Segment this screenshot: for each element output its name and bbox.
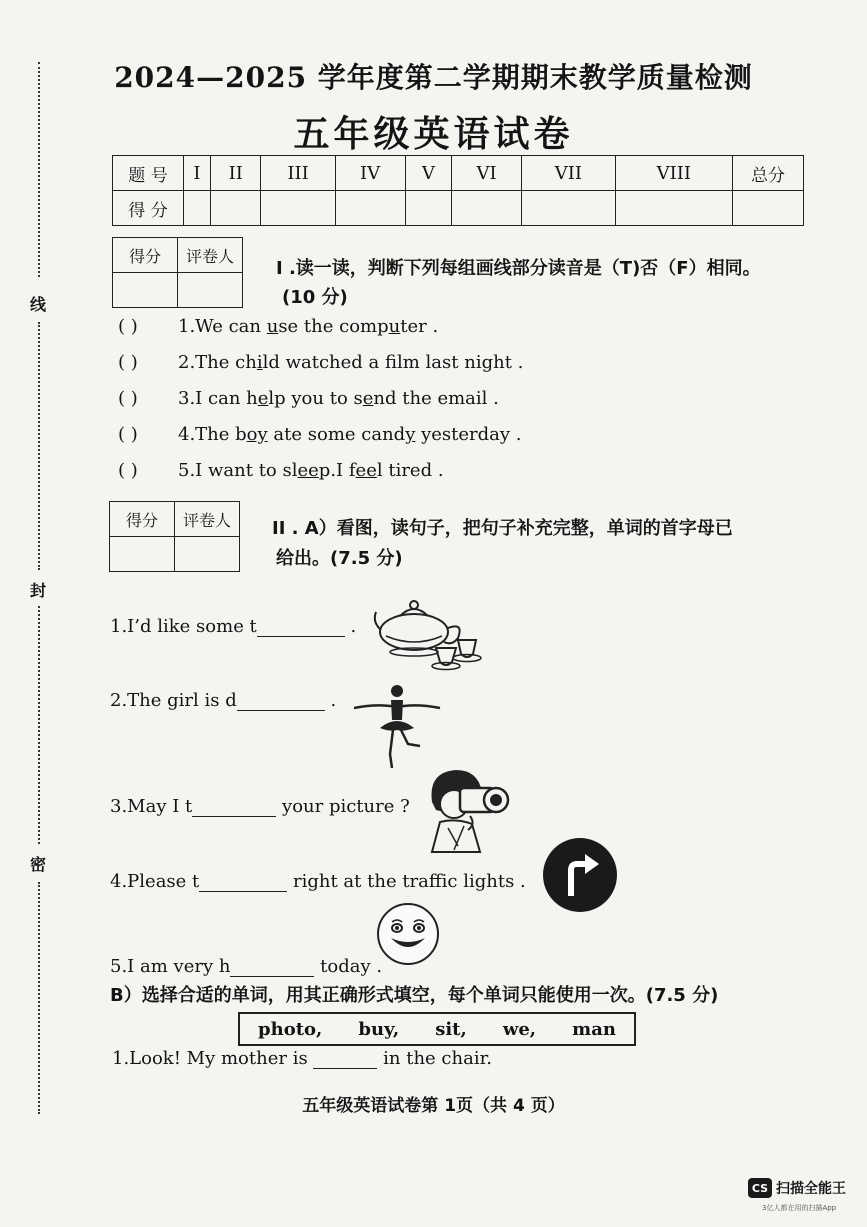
camscanner-name: 扫描全能王 — [776, 1181, 846, 1197]
score-col-8: VIII — [615, 156, 732, 191]
section2b-title: B）选择合适的单词，用其正确形式填空，每个单词只能使用一次。(7.5 分) — [110, 985, 719, 1006]
fill-blank[interactable] — [230, 958, 314, 977]
score-table — [112, 155, 804, 226]
grader-reviewer-cell[interactable] — [175, 537, 240, 572]
page-footer: 五年级英语试卷第 1页（共 4 页） — [302, 1096, 565, 1116]
binding-char-feng: 封 — [30, 581, 47, 600]
score-cell[interactable] — [405, 191, 451, 226]
section1-title: I .读一读，判断下列每组画线部分读音是（T)否（F）相同。 — [276, 258, 761, 279]
binding-dotted-line-mid — [38, 322, 40, 570]
girl-with-camera-picture — [418, 766, 514, 856]
exam-title: 2024—2025 学年度第二学期期末教学质量检测 — [114, 61, 753, 94]
answer-paren[interactable]: ( ) — [118, 316, 138, 337]
grader-score-cell[interactable] — [110, 537, 175, 572]
camscanner-logo-icon: CS — [748, 1178, 772, 1198]
word-man: man — [572, 1018, 616, 1040]
s2a-item-3: 3.May I t your picture ? — [110, 796, 410, 817]
grader-score-label: 得分 — [113, 238, 178, 273]
s1-item-1: ( ) 1.We can use the computer . — [118, 316, 439, 337]
teapot-and-cups-picture — [372, 596, 484, 674]
s2b-item-1: 1.Look! My mother is in the chair. — [112, 1048, 492, 1069]
score-col-5: V — [405, 156, 451, 191]
s1-item-2: ( ) 2.The child watched a flm last night . — [118, 352, 524, 373]
score-col-total: 总分 — [733, 156, 804, 191]
s2a-item-5: 5.I am very h today . — [110, 956, 383, 977]
answer-paren[interactable]: ( ) — [118, 388, 138, 409]
score-table-question-label: 题 号 — [113, 156, 184, 191]
fill-blank[interactable] — [257, 618, 345, 637]
section2a-points: 给出。(7.5 分) — [276, 548, 403, 569]
fill-blank[interactable] — [237, 692, 325, 711]
answer-paren[interactable]: ( ) — [118, 424, 138, 445]
answer-paren[interactable]: ( ) — [118, 352, 138, 373]
turn-right-sign-picture — [541, 836, 619, 914]
binding-char-mi: 密 — [30, 855, 47, 874]
score-cell[interactable] — [522, 191, 616, 226]
grader-reviewer-label: 评卷人 — [178, 238, 243, 273]
s2a-item-4: 4.Please t right at the traffic lights . — [110, 871, 526, 892]
score-cell[interactable] — [210, 191, 261, 226]
ballet-dancer-picture — [350, 680, 444, 772]
score-cell[interactable] — [184, 191, 211, 226]
binding-dotted-line-bottom — [38, 882, 40, 1114]
score-table-score-label: 得 分 — [113, 191, 184, 226]
grader-score-cell[interactable] — [113, 273, 178, 308]
scanner-watermark — [748, 1178, 846, 1198]
fill-blank[interactable] — [199, 873, 287, 892]
s1-item-3: ( ) 3.I can help you to send the email . — [118, 388, 499, 409]
grader-reviewer-label: 评卷人 — [175, 502, 240, 537]
s1-item-4: ( ) 4.The boy ate some candy yesterday . — [118, 424, 522, 445]
score-col-1: I — [184, 156, 211, 191]
binding-char-xian: 线 — [30, 295, 47, 314]
score-col-7: VII — [522, 156, 616, 191]
score-cell[interactable] — [615, 191, 732, 226]
word-bank-box — [238, 1012, 636, 1046]
fill-blank[interactable] — [192, 798, 276, 817]
score-cell-total[interactable] — [733, 191, 804, 226]
word-buy: buy, — [358, 1018, 400, 1040]
score-cell[interactable] — [261, 191, 335, 226]
grader-box-2 — [109, 501, 240, 572]
section2a-title: II . A）看图，读句子，把句子补充完整，单词的首字母已 — [272, 518, 733, 539]
score-col-3: III — [261, 156, 335, 191]
grader-score-label: 得分 — [110, 502, 175, 537]
fill-blank[interactable] — [313, 1050, 377, 1069]
answer-paren[interactable]: ( ) — [118, 460, 138, 481]
score-cell[interactable] — [335, 191, 405, 226]
s2a-item-2: 2.The girl is d . — [110, 690, 337, 711]
word-sit: sit, — [435, 1018, 467, 1040]
section1-points: (10 分) — [282, 287, 348, 308]
score-col-2: II — [210, 156, 261, 191]
score-cell[interactable] — [452, 191, 522, 226]
smiley-face-picture — [375, 902, 441, 966]
score-col-4: IV — [335, 156, 405, 191]
s2a-item-1: 1.I’d like some t . — [110, 616, 357, 637]
score-col-6: VI — [452, 156, 522, 191]
word-we: we, — [502, 1018, 537, 1040]
grader-box-1 — [112, 237, 243, 308]
binding-dotted-line-lower — [38, 606, 40, 844]
word-photo: photo, — [258, 1018, 323, 1040]
grader-reviewer-cell[interactable] — [178, 273, 243, 308]
camscanner-tagline: 3亿人都在用的扫描App — [762, 1204, 837, 1212]
s1-item-5: ( ) 5.I want to sleep.I feel tired . — [118, 460, 444, 481]
exam-subtitle: 五年级英语试卷 — [293, 113, 574, 155]
